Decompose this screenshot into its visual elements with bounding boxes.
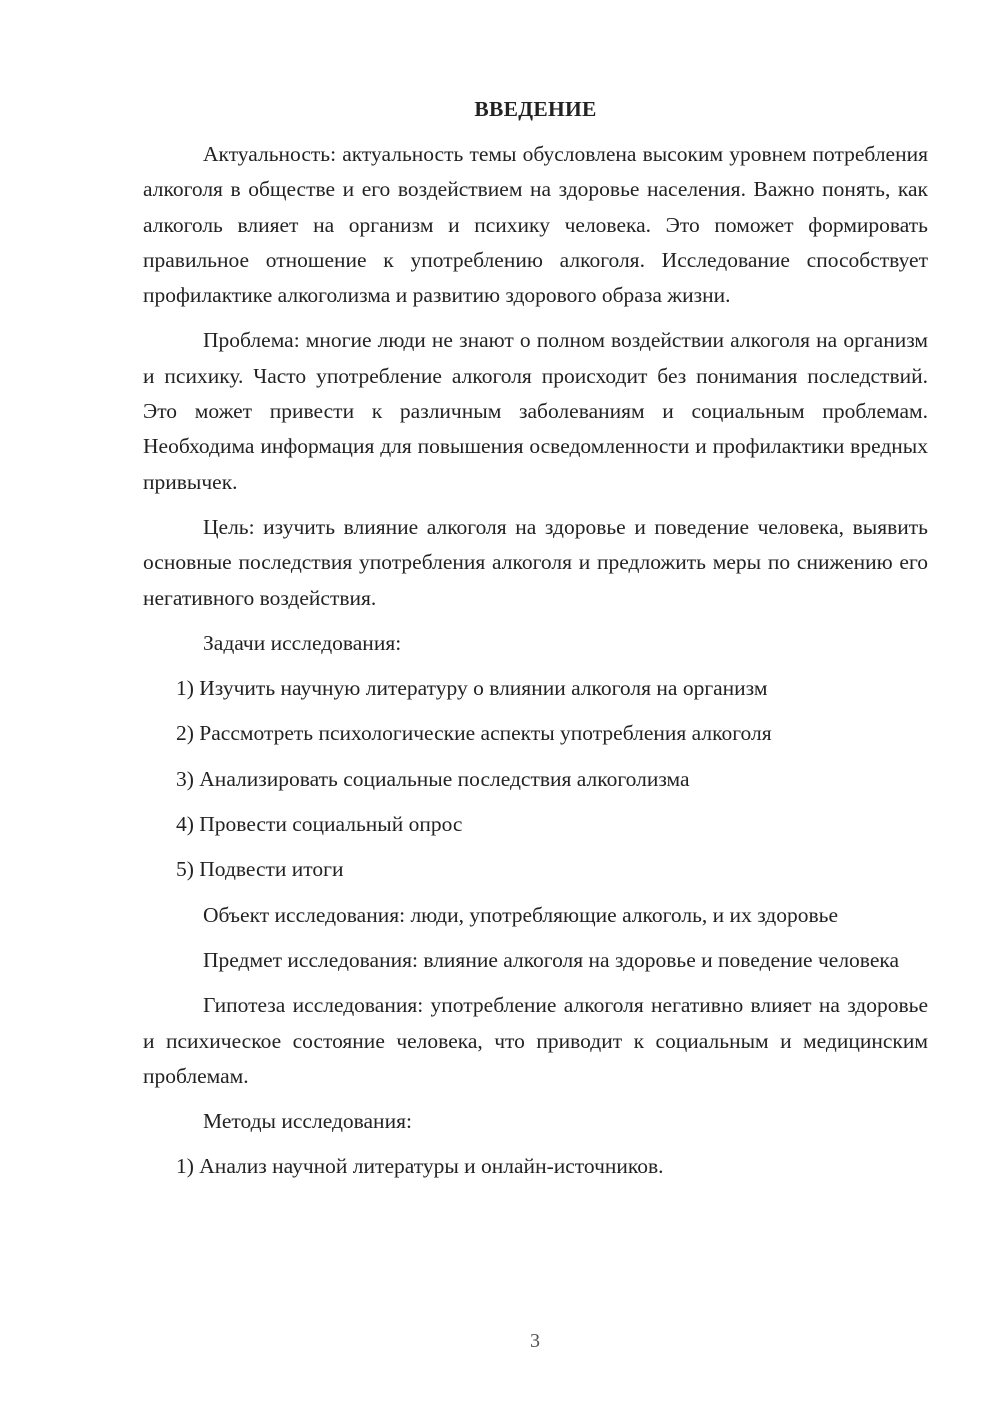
hypothesis-paragraph: Гипотеза исследования: употребление алкоголя негативно влияет на здоровье и психическое состояние человека, что приводит к социальным и медицинским проблемам. (143, 993, 928, 1088)
page-number: 3 (530, 1330, 540, 1352)
task-item: 2) Рассмотреть психологические аспекты употребления алкоголя (176, 721, 772, 746)
section-title: ВВЕДЕНИЕ (474, 97, 597, 121)
document-page (143, 92, 928, 1195)
tasks-heading: Задачи исследования: (203, 630, 402, 655)
task-item: 5) Подвести итоги (176, 857, 344, 882)
relevance-paragraph: Актуальность: актуальность темы обусловлена высоким уровнем потребления алкоголя в обществе и его воздействием на здоровье населения. Важно понять, как алкоголь влияет на организм и психику человека. Это поможет формировать правильное отношение к употреблению алкоголя. Исследование способствует профилактике алкоголизма и развитию здорового образа жизни. (143, 142, 928, 308)
problem-paragraph: Проблема: многие люди не знают о полном воздействии алкоголя на организм и психику. Часто употребление алкоголя происходит без понимания последствий. Это может привести к различным заболеваниям и социальным проблемам. Необходима информация для повышения осведомленности и профилактики вредных привычек. (143, 328, 928, 494)
object-paragraph: Объект исследования: люди, употребляющие алкоголь, и их здоровье (203, 902, 838, 927)
method-item: 1) Анализ научной литературы и онлайн-источников. (176, 1154, 664, 1179)
task-item: 3) Анализировать социальные последствия алкоголизма (176, 766, 690, 791)
methods-heading: Методы исследования: (203, 1109, 412, 1134)
goal-paragraph: Цель: изучить влияние алкоголя на здоровье и поведение человека, выявить основные последствия употребления алкоголя и предложить меры по снижению его негативного воздействия. (143, 514, 928, 610)
subject-paragraph: Предмет исследования: влияние алкоголя на здоровье и поведение человека (203, 947, 900, 972)
task-item: 1) Изучить научную литературу о влиянии алкоголя на организм (176, 676, 768, 701)
task-item: 4) Провести социальный опрос (176, 812, 463, 837)
